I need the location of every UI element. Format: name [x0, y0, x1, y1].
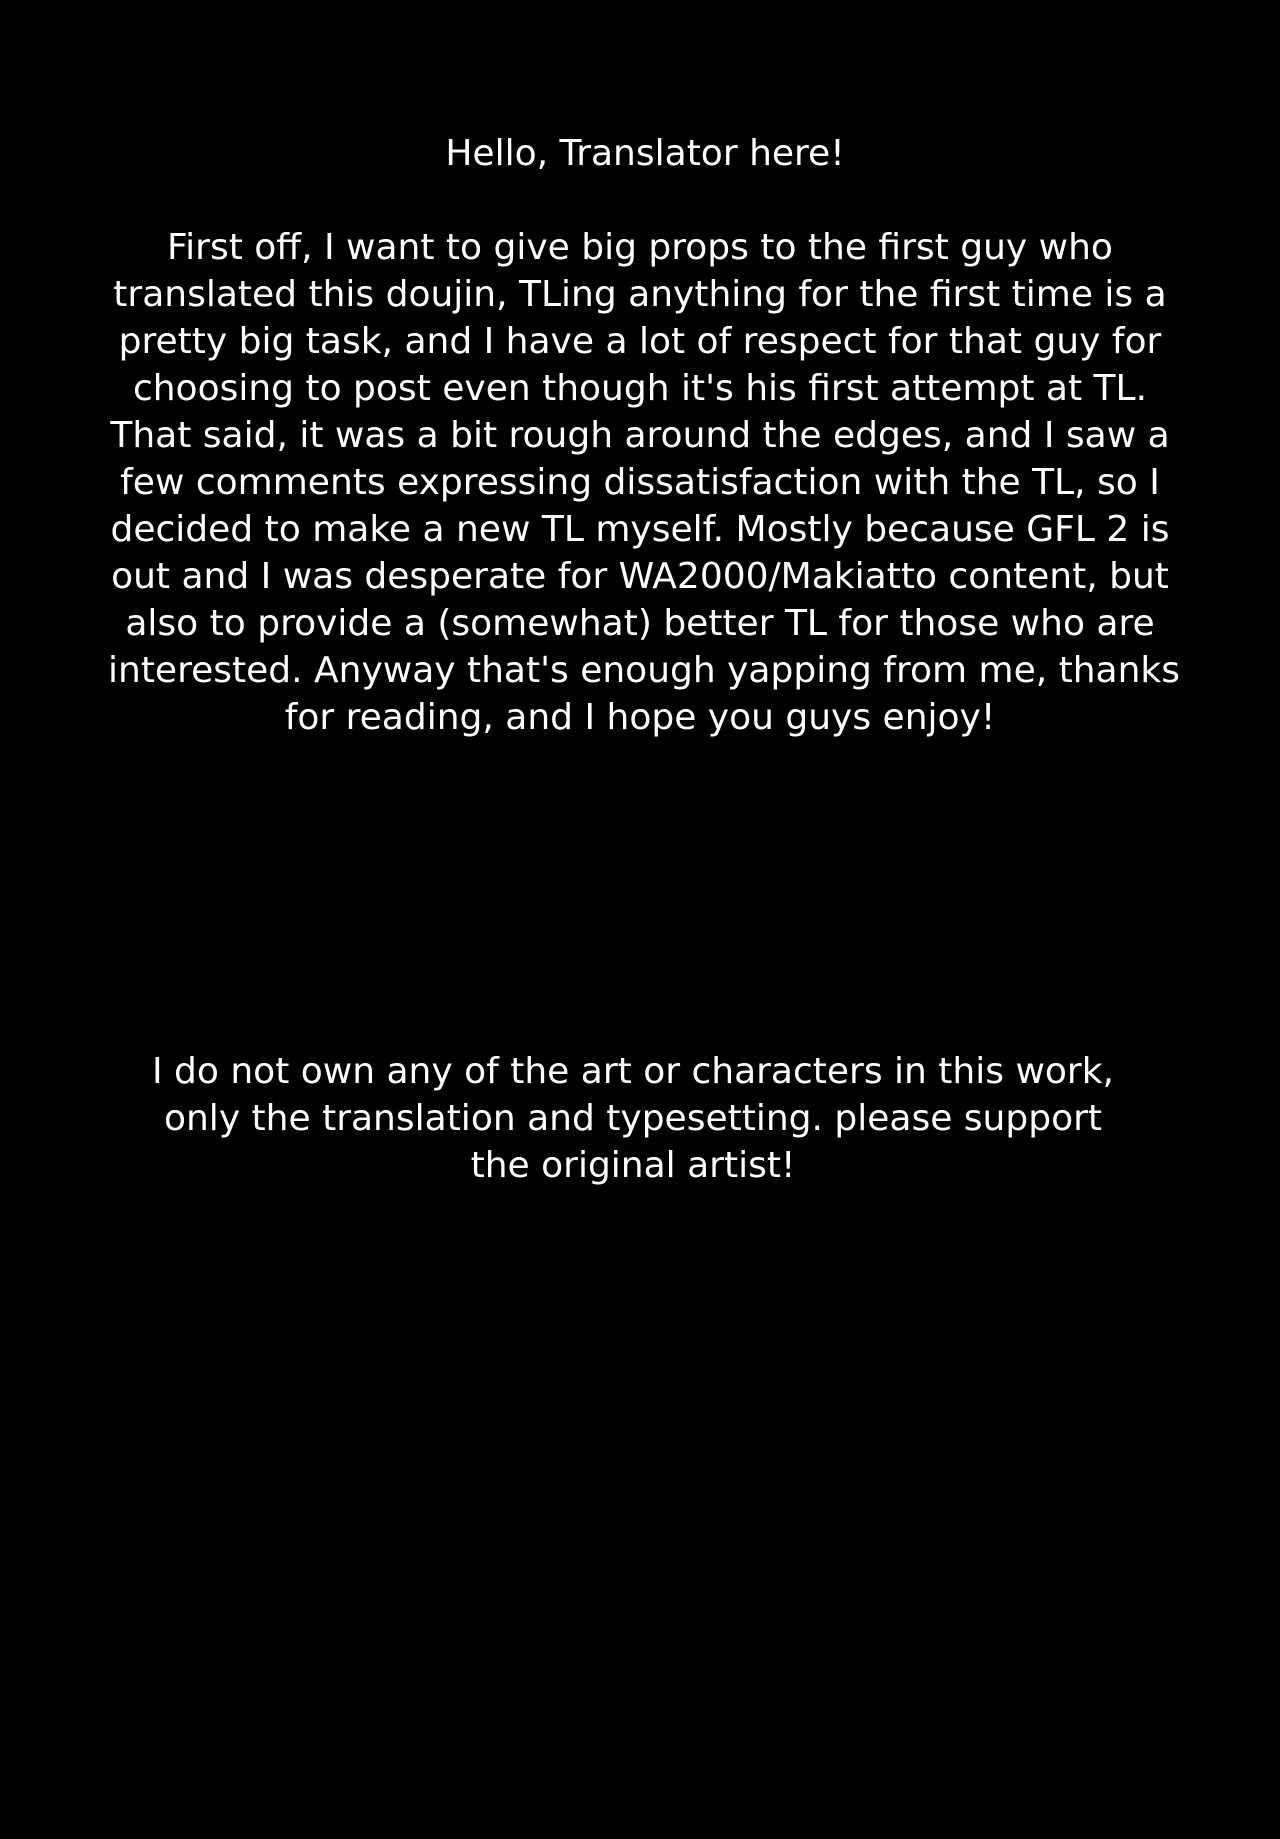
note-line: That said, it was a bit rough around the edges, and I saw a [110, 415, 1170, 456]
note-line: translated this doujin, TLing anything for the first time is a [113, 274, 1167, 315]
disclaimer-paragraph [148, 1048, 1118, 1189]
note-line: out and I was desperate for WA2000/Makiatto content, but [111, 556, 1169, 597]
note-line: pretty big task, and I have a lot of respect for that guy for [118, 321, 1162, 362]
disclaimer-line: only the translation and typesetting. please support [163, 1098, 1103, 1139]
note-line: choosing to post even though it's his first attempt at TL. [132, 368, 1148, 409]
note-line: interested. Anyway that's enough yapping from me, thanks [108, 650, 1181, 691]
disclaimer-line: the original artist! [470, 1145, 796, 1186]
note-line: few comments expressing dissatisfaction with the TL, so I [120, 462, 1160, 503]
translator-note-paragraph [108, 224, 1181, 741]
greeting-heading: Hello, Translator here! [445, 133, 845, 174]
note-line: for reading, and I hope you guys enjoy! [284, 697, 996, 738]
note-line: decided to make a new TL myself. Mostly because GFL 2 is [110, 509, 1170, 550]
note-line: First off, I want to give big props to the first guy who [167, 227, 1113, 268]
disclaimer-line: I do not own any of the art or characters in this work, [151, 1051, 1115, 1092]
note-line: also to provide a (somewhat) better TL for those who are [125, 603, 1155, 644]
